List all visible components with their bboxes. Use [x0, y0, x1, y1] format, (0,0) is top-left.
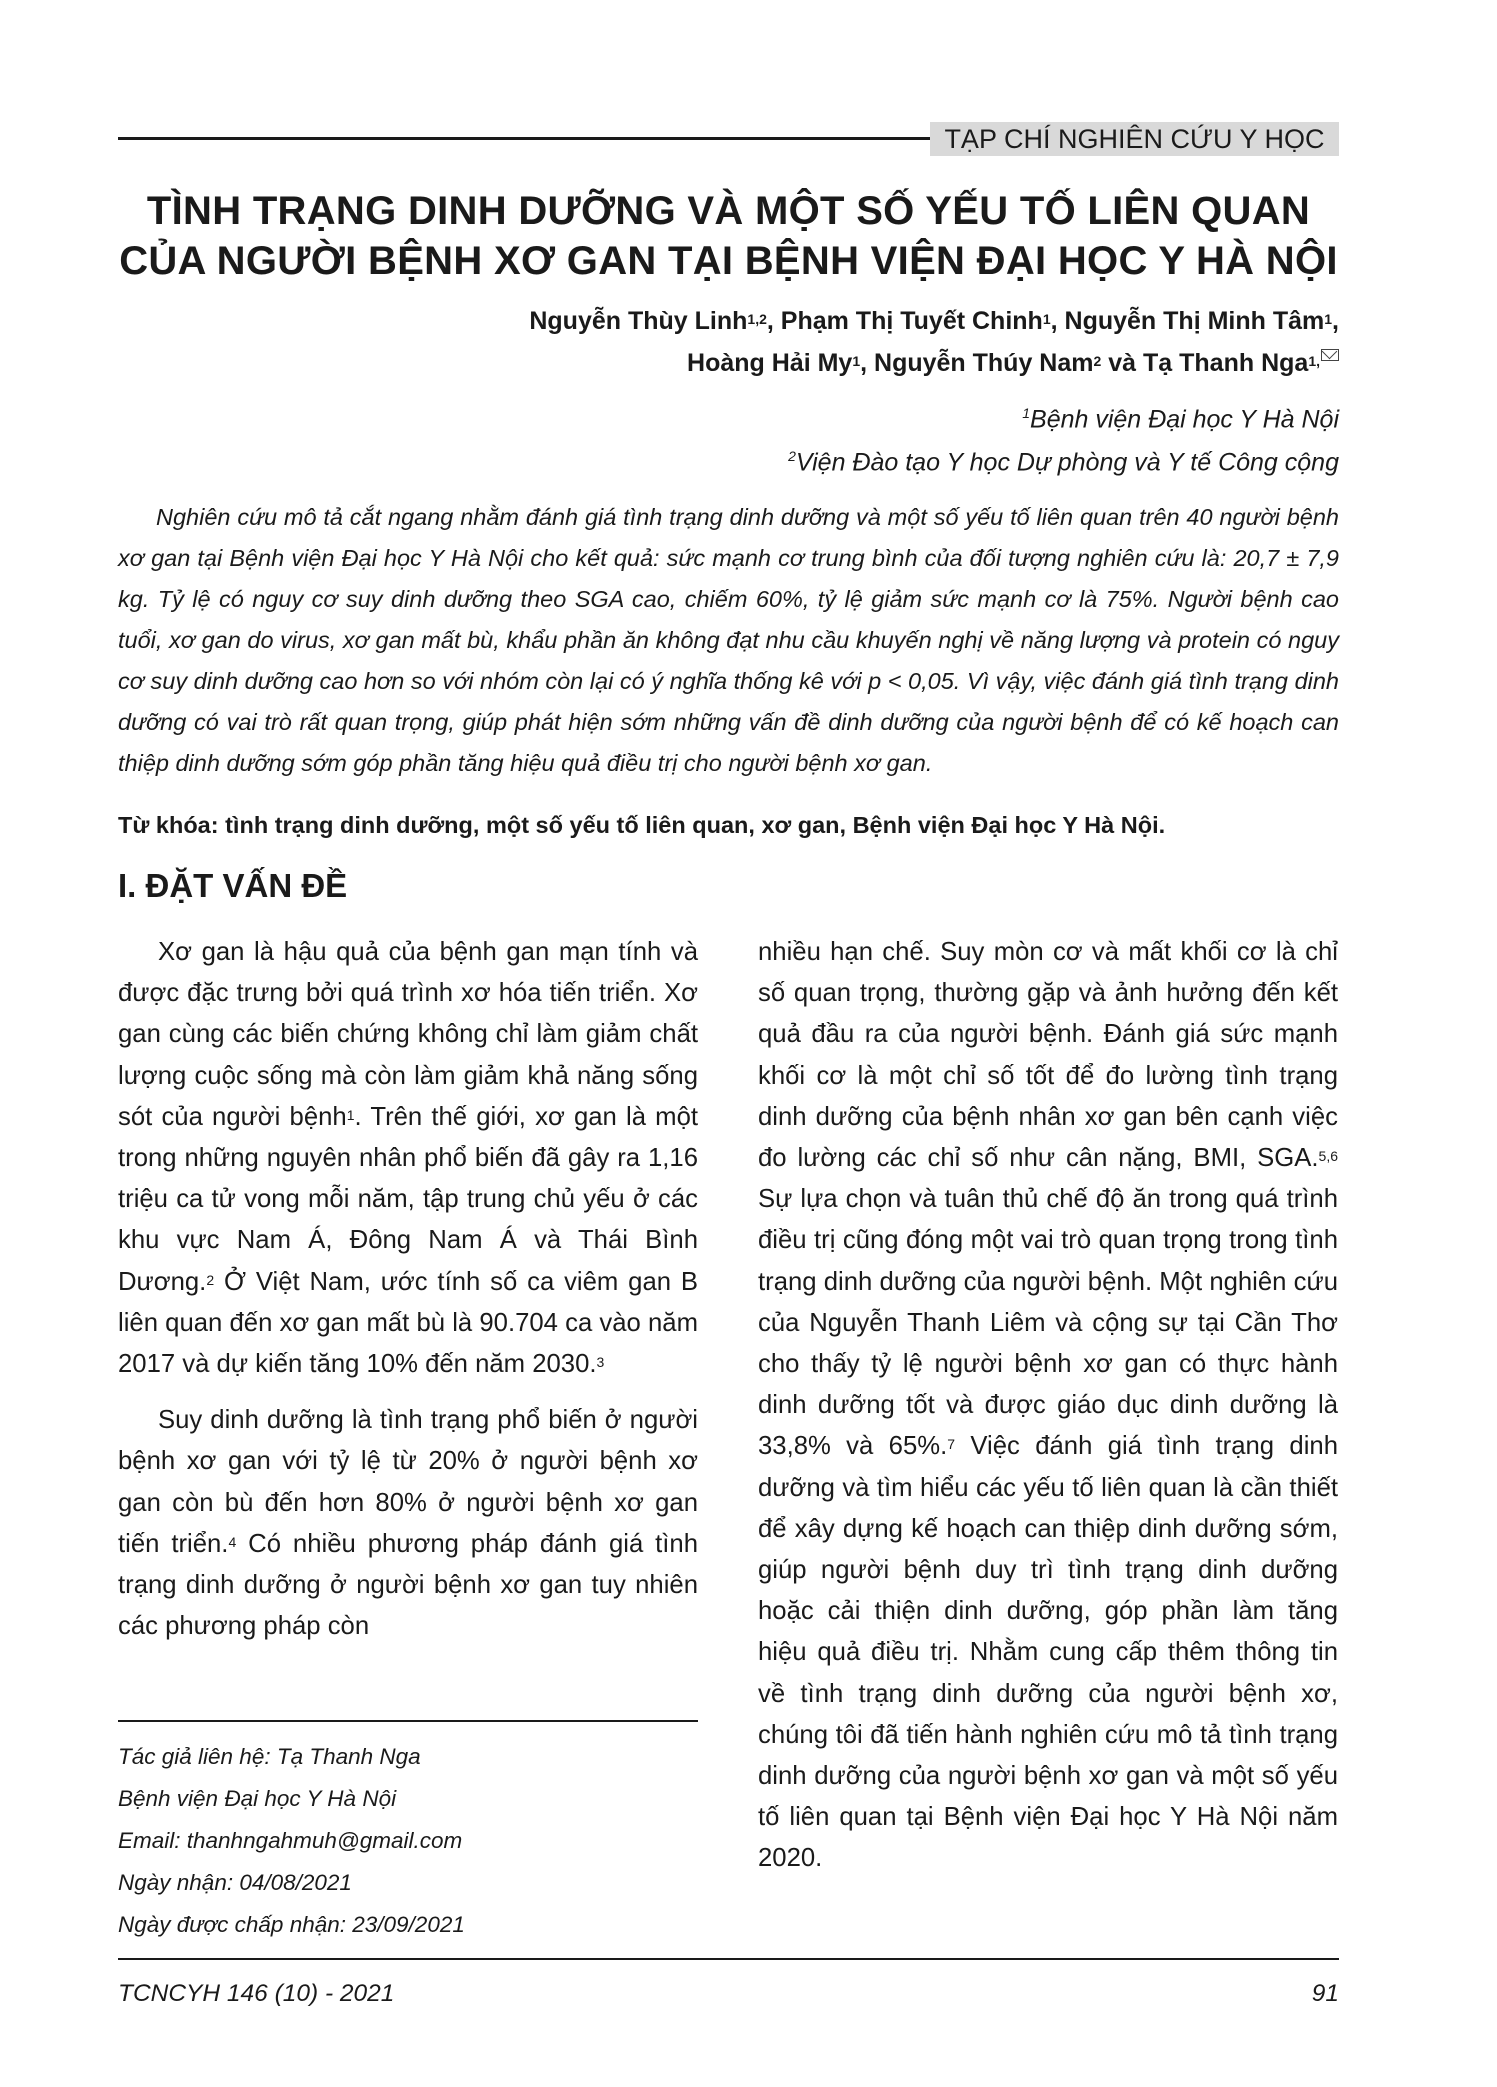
body-paragraph [118, 932, 698, 1385]
correspondence-footnote [118, 1736, 465, 1946]
citation-ref: 2 [206, 1271, 215, 1288]
title-line-2: CỦA NGƯỜI BỆNH XƠ GAN TẠI BỆNH VIỆN ĐẠI HỌC Y HÀ NỘI [119, 239, 1338, 283]
footnote-divider [118, 1720, 698, 1722]
author-list [300, 300, 1339, 384]
paragraph-text: Xơ gan là hậu quả của bệnh gan mạn tính và được đặc trưng bởi quá trình xơ hóa tiến triển. Xơ gan cùng các biến chứng không chỉ làm giảm chất lượng cuộc sống mà còn làm giảm khả năng sống sót của người bệnh [118, 938, 698, 1131]
citation-ref: 5,6 [1318, 1148, 1338, 1165]
page-number: 91 [1311, 1980, 1339, 2007]
footer-rule [118, 1958, 1339, 1960]
corresponding-affiliation: Bệnh viện Đại học Y Hà Nội [118, 1786, 397, 1811]
paragraph-text: nhiều hạn chế. Suy mòn cơ và mất khối cơ là chỉ số quan trọng, thường gặp và ảnh hưởng đến kết quả đầu ra của người bệnh. Đánh giá sức mạnh khối cơ là một chỉ số tốt để đo lường tình trạng dinh dưỡng của bệnh nhân xơ gan bên cạnh việc đo lường các chỉ số như cân nặng, BMI, SGA. [758, 938, 1338, 1173]
author-affiliation-ref: 1 [852, 353, 861, 369]
paragraph-text: Sự lựa chọn và tuân thủ chế độ ăn trong quá trình điều trị cũng đóng một vai trò quan trọng trong tình trạng dinh dưỡng của người bệnh. Một nghiên cứu của Nguyễn Thanh Liêm và cộng sự tại Cần Thơ cho thấy tỷ lệ người bệnh xơ gan có thực hành dinh dưỡng tốt và được giáo dục dinh dưỡng là 33,8% và 65%. [758, 1185, 1338, 1461]
author-name: Phạm Thị Tuyết Chinh [780, 307, 1043, 335]
author-name: Nguyễn Thúy Nam [874, 349, 1094, 377]
body-paragraph [758, 932, 1338, 1880]
body-column-left [118, 932, 698, 1662]
affiliation-1 [1022, 405, 1339, 434]
affiliation-number: 1 [1022, 405, 1031, 421]
body-column-right [758, 932, 1338, 1895]
journal-issue: TCNCYH 146 (10) - 2021 [118, 1980, 395, 2007]
corresponding-author-name: Tạ Thanh Nga [1143, 349, 1309, 377]
date-received: Ngày nhận: 04/08/2021 [118, 1870, 352, 1895]
author-name: Nguyễn Thùy Linh [529, 307, 748, 335]
body-paragraph [118, 1400, 698, 1647]
author-name: Hoàng Hải My [687, 349, 853, 377]
citation-ref: 3 [596, 1354, 605, 1371]
citation-ref: 7 [947, 1436, 956, 1453]
section-heading: I. ĐẶT VẤN ĐỀ [118, 867, 348, 904]
author-line-1: Nguyễn Thùy Linh$^{1,2}$, Phạm Thị Tuyết Chinh$^1$, Nguyễn Thị Minh Tâm$^1$, [529, 307, 1339, 335]
keywords: Từ khóa: tình trạng dinh dưỡng, một số yếu tố liên quan, xơ gan, Bệnh viện Đại học Y Hà Nội. [118, 812, 1166, 838]
header-rule [118, 137, 930, 140]
author-affiliation-ref: 1 [1324, 311, 1333, 327]
author-affiliation-ref: 1, [1308, 353, 1320, 369]
author-affiliation-ref: 1,2 [747, 311, 767, 327]
author-affiliation-ref: 2 [1093, 353, 1102, 369]
author-line-2: Hoàng Hải My$^1$, Nguyễn Thúy Nam$^2$ và Tạ Thanh Nga$^{1,}$ [300, 342, 1339, 384]
affiliation-text: Viện Đào tạo Y học Dự phòng và Y tế Công cộng [795, 448, 1339, 477]
abstract: Nghiên cứu mô tả cắt ngang nhằm đánh giá tình trạng dinh dưỡng và một số yếu tố liên quan trên 40 người bệnh xơ gan tại Bệnh viện Đại học Y Hà Nội cho kết quả: sức mạnh cơ trung bình của đối tượng nghiên cứu là: 20,7 ± 7,9 kg. Tỷ lệ có nguy cơ suy dinh dưỡng theo SGA cao, chiếm 60%, tỷ lệ giảm sức mạnh cơ là 75%. Người bệnh cao tuổi, xơ gan do virus, xơ gan mất bù, khẩu phần ăn không đạt nhu cầu khuyến nghị về năng lượng và protein có nguy cơ suy dinh dưỡng cao hơn so với nhóm còn lại có ý nghĩa thống kê với p < 0,05. Vì vậy, việc đánh giá tình trạng dinh dưỡng có vai trò rất quan trọng, giúp phát hiện sớm những vấn đề dinh dưỡng của người bệnh để có kế hoạch can thiệp dinh dưỡng sớm góp phần tăng hiệu quả điều trị cho người bệnh xơ gan. [118, 504, 1339, 776]
corresponding-author: Tác giả liên hệ: Tạ Thanh Nga [118, 1744, 421, 1769]
citation-ref: 4 [228, 1533, 237, 1550]
author-name: Nguyễn Thị Minh Tâm [1064, 307, 1325, 335]
author-connector: và [1108, 349, 1137, 377]
paragraph-text: Có nhiều phương pháp đánh giá tình trạng dinh dưỡng ở người bệnh xơ gan tuy nhiên các phương pháp còn [118, 1529, 698, 1641]
journal-name: TẠP CHÍ NGHIÊN CỨU Y HỌC [930, 122, 1339, 156]
title-line-1: TÌNH TRẠNG DINH DƯỠNG VÀ MỘT SỐ YẾU TỐ LIÊN QUAN [146, 189, 1311, 233]
paragraph-text: Suy dinh dưỡng là tình trạng phổ biến ở người bệnh xơ gan với tỷ lệ từ 20% ở người bệnh xơ gan còn bù đến hơn 80% ở người bệnh xơ gan tiến triển. [118, 1406, 698, 1558]
citation-ref: 1 [346, 1106, 355, 1123]
paragraph-text: . Trên thế giới, xơ gan là một trong những nguyên nhân phổ biến đã gây ra 1,16 triệu ca tử vong mỗi năm, tập trung chủ yếu ở các khu vực Nam Á, Đông Nam Á và Thái Bình Dương. [118, 1102, 699, 1296]
corresponding-email: Email: thanhngahmuh@gmail.com [118, 1828, 463, 1853]
article-title [118, 186, 1339, 286]
envelope-icon [1321, 349, 1339, 361]
affiliation-2 [788, 448, 1339, 477]
affiliation-number: 2 [788, 448, 796, 464]
paragraph-text: Việc đánh giá tình trạng dinh dưỡng và tìm hiểu các yếu tố liên quan là cần thiết để xây dựng kế hoạch can thiệp dinh dưỡng sớm, giúp người bệnh duy trì tình trạng dinh dưỡng hoặc cải thiện dinh dưỡng, góp phần làm tăng hiệu quả điều trị. Nhằm cung cấp thêm thông tin về tình trạng dinh dưỡng của người bệnh xơ, chúng tôi đã tiến hành nghiên cứu mô tả tình trạng dinh dưỡng của người bệnh xơ gan và một số yếu tố liên quan tại Bệnh viện Đại học Y Hà Nội năm 2020. [758, 1432, 1338, 1873]
affiliation-text: Bệnh viện Đại học Y Hà Nội [1030, 405, 1339, 434]
author-affiliation-ref: 1 [1042, 311, 1051, 327]
date-accepted: Ngày được chấp nhận: 23/09/2021 [118, 1912, 465, 1937]
paragraph-text: Ở Việt Nam, ước tính số ca viêm gan B liên quan đến xơ gan mất bù là 90.704 ca vào năm 2017 và dự kiến tăng 10% đến năm 2030. [118, 1267, 698, 1379]
